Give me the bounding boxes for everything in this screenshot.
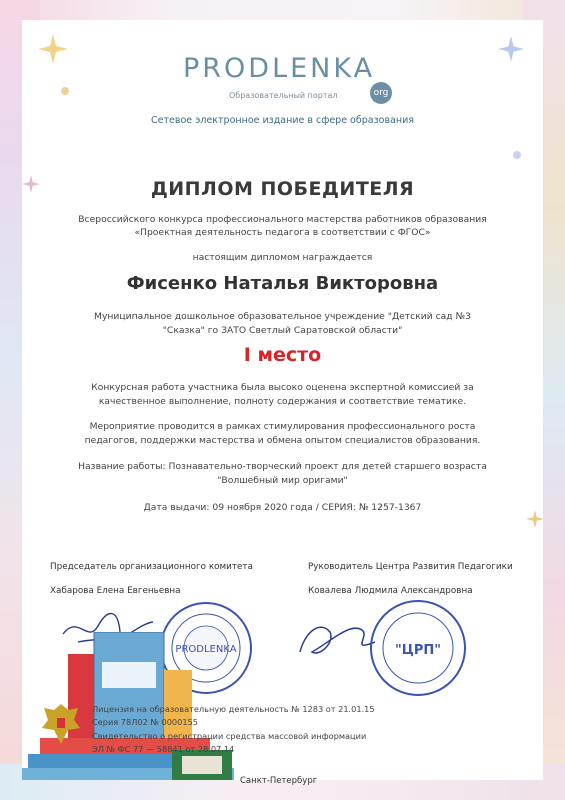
awarded-text: настоящим дипломом награждается: [192, 252, 373, 263]
evaluation-line-2: качественное выполнение, полноту содержания и соответствие тематике.: [98, 396, 467, 407]
license-line-4: ЭЛ № ФС 77 — 58841 от 28.07.14: [92, 744, 235, 754]
svg-text:"ЦРП": "ЦРП": [394, 643, 442, 658]
evaluation-line-1: Конкурсная работа участника была высоко оценена экспертной комиссией за: [91, 382, 474, 393]
logo-org-badge: org: [370, 82, 392, 104]
contest-line-1: Всероссийского конкурса профессионального мастерства работников образования: [78, 214, 487, 225]
license-line-2: Серия 78Л02 № 0000155: [92, 717, 198, 727]
dot-icon: [512, 150, 522, 160]
place-award: I место: [243, 344, 322, 366]
logo-wordmark: PRODLENKA: [183, 53, 376, 84]
diploma-title: ДИПЛОМ ПОБЕДИТЕЛЯ: [150, 178, 415, 200]
tagline: Сетевое электронное издание в сфере образования: [151, 115, 414, 126]
purpose-line-2: педагогов, поддержки мастерства и обмена опытом специалистов образования.: [84, 435, 481, 446]
left-signer-name: Хабарова Елена Евгеньевна: [50, 586, 181, 596]
issue-date-series: Дата выдачи: 09 ноября 2020 года / СЕРИЯ: № 1257-1367: [143, 502, 422, 513]
svg-text:PRODLENKA: PRODLENKA: [175, 644, 237, 655]
dot-icon: [60, 86, 70, 96]
recipient-org-line-1: Муниципальное дошкольное образовательное учреждение "Детский сад №3: [94, 311, 471, 322]
right-signer-role: Руководитель Центра Развития Педагогики: [308, 562, 513, 572]
crp-stamp: [368, 598, 468, 698]
logo-subtitle: Образовательный портал: [229, 91, 338, 100]
coat-of-arms-emblem: [38, 700, 84, 748]
left-signer-role: Председатель организационного комитета: [50, 562, 253, 572]
city-label: Санкт-Петербург: [240, 776, 318, 786]
sparkle-icon: [498, 36, 524, 62]
right-signer-name: Ковалева Людмила Александровна: [308, 586, 473, 596]
work-line-2: "Волшебный мир оригами": [217, 475, 348, 486]
contest-line-2: «Проектная деятельность педагога в соответствии с ФГОС»: [134, 227, 431, 238]
sparkle-icon: [38, 34, 68, 64]
recipient-name: Фисенко Наталья Викторовна: [126, 273, 439, 294]
work-line-1: Название работы: Познавательно-творческий проект для детей старшего возраста: [78, 461, 487, 472]
recipient-org-line-2: "Сказка" го ЗАТО Светлый Саратовской области": [162, 325, 403, 336]
license-line-1: Лицензия на образовательную деятельность № 1283 от 21.01.15: [92, 704, 375, 714]
purpose-line-1: Мероприятие проводится в рамках стимулирования профессионального роста: [89, 421, 476, 432]
license-line-3: Свидетельство о регистрации средства массовой информации: [92, 731, 367, 741]
